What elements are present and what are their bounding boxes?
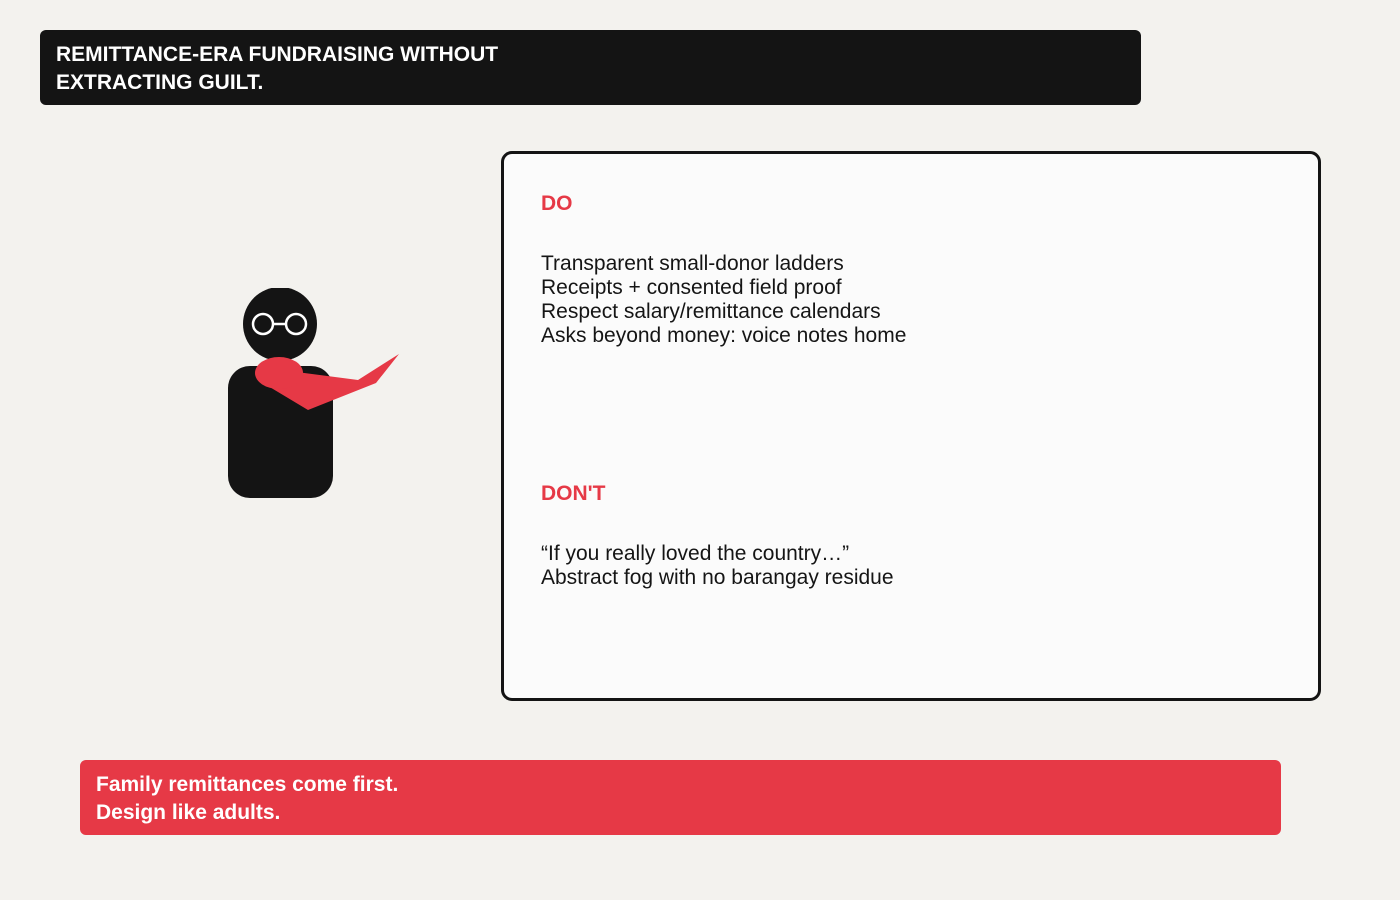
title-line-2: EXTRACTING GUILT. [56,71,264,94]
footer-line-1: Family remittances come first. [96,773,399,796]
dont-item: Abstract fog with no barangay residue [541,566,894,589]
do-list [541,252,906,348]
title-line-1: REMITTANCE-ERA FUNDRAISING WITHOUT [56,43,499,66]
guidelines-card [501,151,1321,701]
person-with-glasses-pointing-icon [226,288,402,500]
footer-banner [80,760,1281,835]
do-item: Respect salary/remittance calendars [541,300,881,323]
dont-item: “If you really loved the country…” [541,542,850,565]
do-item: Receipts + consented field proof [541,276,842,299]
do-item: Asks beyond money: voice notes home [541,324,907,347]
dont-heading: DON'T [541,482,606,505]
pointing-hand [255,357,303,389]
do-heading: DO [541,192,573,215]
do-item: Transparent small-donor ladders [541,252,844,275]
title-banner [40,30,1141,105]
dont-list [541,542,894,590]
footer-line-2: Design like adults. [96,801,281,824]
